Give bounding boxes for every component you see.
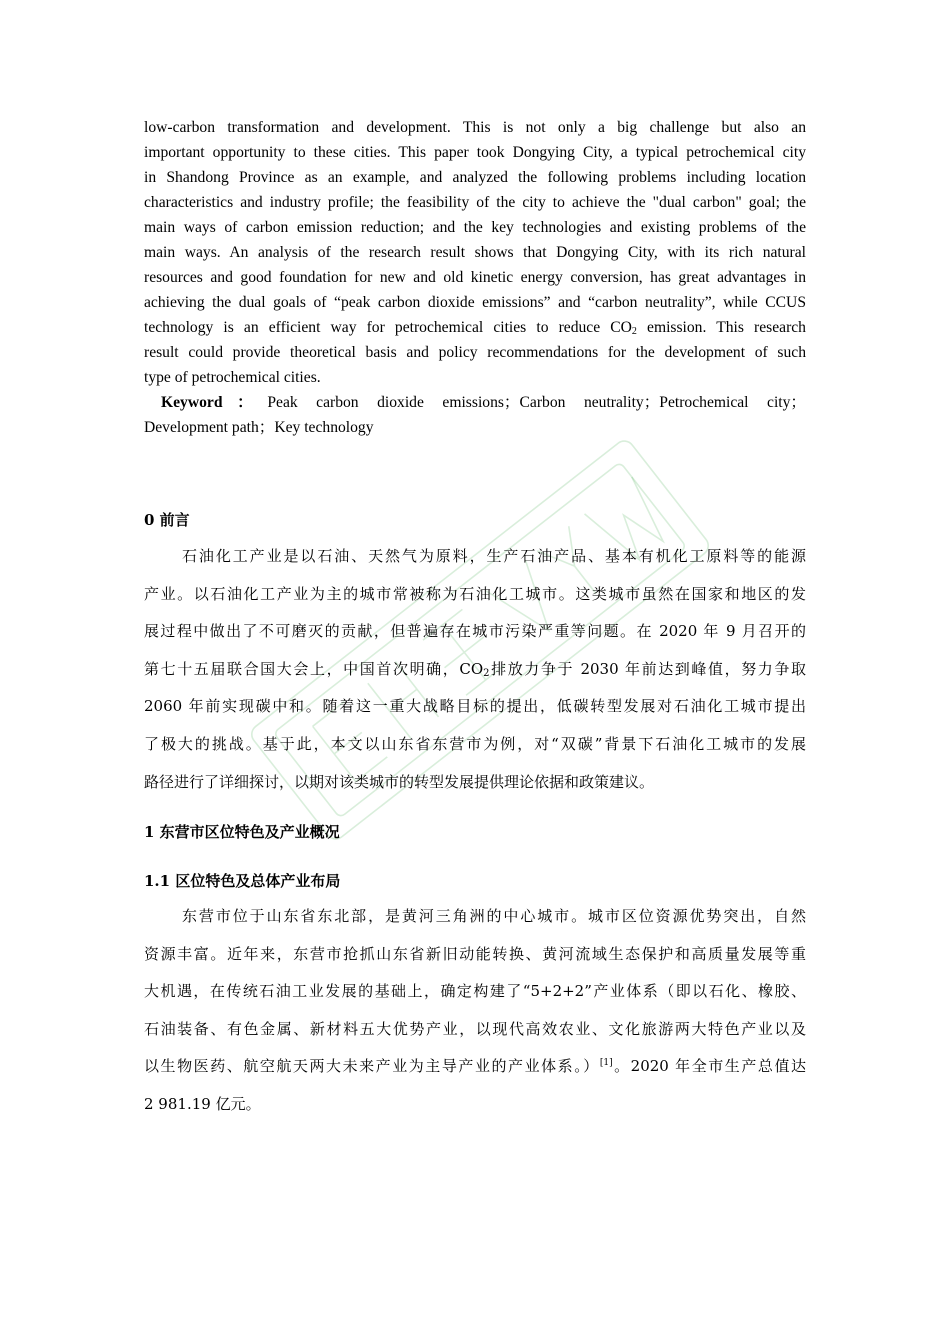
- abstract-line: type of petrochemical cities.: [144, 369, 321, 386]
- abstract-line: resources and good foundation for new and old kinetic energy conversion, has great advantages in: [144, 269, 806, 286]
- abstract-line: result could provide theoretical basis and policy recommendations for the development of such: [144, 344, 806, 361]
- abstract-line: [144, 315, 806, 340]
- section-heading-1: 1 东营市区位特色及产业概况: [144, 823, 340, 841]
- abstract-line: achieving the dual goals of “peak carbon dioxide emissions” and “carbon neutrality”, while CCUS: [144, 294, 806, 311]
- paragraph-line: [144, 651, 806, 689]
- paragraph-line: 了极大的挑战。基于此，本文以山东省东营市为例，对“双碳”背景下石油化工城市的发展: [144, 734, 806, 753]
- paragraph-line: [144, 1048, 806, 1086]
- subscript: 2: [483, 667, 490, 679]
- abstract-line: main ways. An analysis of the research result shows that Dongying City, with its rich natural: [144, 244, 806, 261]
- abstract-line: in Shandong Province as an example, and analyzed the following problems including location: [144, 169, 806, 186]
- preface-paragraph: [144, 538, 806, 801]
- section-1-1-paragraph: [144, 898, 806, 1124]
- abstract-line: important opportunity to these cities. This paper took Dongying City, a typical petrochemical city: [144, 144, 806, 161]
- paragraph-line: 2 981.19 亿元。: [144, 1094, 261, 1113]
- paragraph-text: 第七十五届联合国大会上，中国首次明确，CO: [144, 659, 484, 678]
- citation: [1]: [599, 1058, 613, 1069]
- abstract-line: main ways of carbon emission reduction; and the key technologies and existing problems of the: [144, 219, 806, 236]
- paragraph-line: 石油化工产业是以石油、天然气为原料，生产石油产品、基本有机化工原料等的能源: [182, 547, 806, 565]
- keywords: [144, 390, 806, 415]
- paragraph-line: 2060 年前实现碳中和。随着这一重大战略目标的提出，低碳转型发展对石油化工城市提出: [144, 697, 806, 716]
- paragraph-text: 。2020 年全市生产总值达: [612, 1057, 806, 1076]
- paragraph-text: 以生物医药、航空航天两大未来产业为主导产业的产业体系。）: [144, 1057, 600, 1076]
- paragraph-line: 大机遇，在传统石油工业发展的基础上，确定构建了“5+2+2”产业体系（即以石化、橡胶、: [144, 982, 806, 1001]
- abstract-english: [144, 115, 806, 440]
- keyword-label: Keyword：: [161, 394, 268, 411]
- subsection-heading-1-1: 1.1 区位特色及总体产业布局: [144, 872, 341, 890]
- paragraph-line: 路径进行了详细探讨，以期对该类城市的转型发展提供理论依据和政策建议。: [144, 772, 655, 791]
- paragraph-line: 石油装备、有色金属、新材料五大优势产业，以现代高效农业、文化旅游两大特色产业以及: [144, 1019, 806, 1038]
- abstract-text: technology is an efficient way for petrochemical cities to reduce CO: [144, 319, 632, 336]
- abstract-line: low-carbon transformation and development. This is not only a big challenge but also an: [144, 119, 806, 136]
- paragraph-text: 排放力争于 2030 年前达到峰值，努力争取: [489, 659, 806, 678]
- paragraph-line: 资源丰富。近年来，东营市抢抓山东省新旧动能转换、黄河流域生态保护和高质量发展等重: [144, 944, 806, 963]
- section-heading-preface: 0 前言: [144, 511, 190, 529]
- paragraph-line: 展过程中做出了不可磨灭的贡献，但普遍存在城市污染严重等问题。在 2020 年 9 月召开的: [144, 622, 806, 641]
- paragraph-line: 产业。以石油化工产业为主的城市常被称为石油化工城市。这类城市虽然在国家和地区的发: [144, 584, 806, 603]
- keywords-continued: Development path；Key technology: [144, 419, 374, 436]
- abstract-line: characteristics and industry profile; the feasibility of the city to achieve the "dual carbon" goal; the: [144, 194, 806, 211]
- paragraph-line: 东营市位于山东省东北部，是黄河三角洲的中心城市。城市区位资源优势突出，自然: [182, 907, 806, 925]
- subscript: 2: [631, 326, 637, 337]
- keyword-list: Peak carbon dioxide emissions；Carbon neutrality；Petrochemical city；: [267, 394, 806, 411]
- abstract-text: emission. This research: [636, 319, 806, 336]
